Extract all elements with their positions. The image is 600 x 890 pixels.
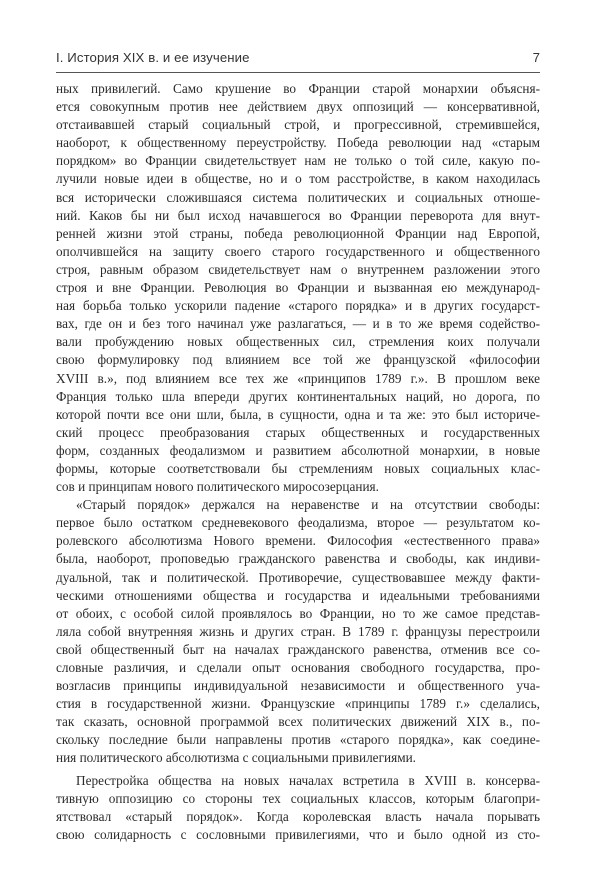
text-line: ний. Каков бы ни был исход начавшегося во Франции переворота для внут- bbox=[56, 207, 540, 223]
text-line: XVIII в.», под влиянием все тех же «принципов 1789 г.». В прошлом веке bbox=[56, 370, 540, 386]
text-line: ский процесс преобразования старых общественных и государственных bbox=[56, 424, 540, 440]
text-line: ния политического абсолютизма с социальными привилегиями. bbox=[56, 750, 416, 766]
text-line: вах, где он и без того начинал уже разлагаться, — и в то же время содейство- bbox=[56, 316, 540, 332]
text-line: была, наоборот, проповедью гражданского равенства и свободы, как индиви- bbox=[56, 551, 540, 567]
text-line: вся исторически сложившаяся система политических и социальных отноше- bbox=[56, 189, 540, 205]
text-line: сов и принципам нового политического миросозерцания. bbox=[56, 479, 379, 495]
text-line: форм, созданных феодализмом и развитием абсолютной монархии, в новые bbox=[56, 442, 540, 458]
text-line: которой почти все они шли, была, в сущности, одна и та же: это был историче- bbox=[56, 406, 540, 422]
text-line: словные различия, и сделали опыт основания свободного государства, про- bbox=[56, 660, 540, 675]
text-line: скольку последние были направлены против «старого порядка», как соедине- bbox=[56, 732, 540, 748]
header-rule bbox=[56, 72, 540, 73]
text-line: стия в государственной жизни. Французские «принципы 1789 г.» сделались, bbox=[56, 696, 540, 712]
paragraph-3 bbox=[56, 772, 540, 844]
text-line: ных привилегий. Само крушение во Франции старой монархии объясня- bbox=[56, 81, 540, 96]
text-line: возгласив принципы индивидуальной независимости и общественного уча- bbox=[56, 678, 540, 694]
text-line: отстаивавшей старый социальный строй, и прогрессивной, стремившейся, bbox=[56, 117, 540, 133]
paragraph-1 bbox=[56, 80, 540, 496]
text-line: ческими отношениями общества и государства и идеальными требованиями bbox=[56, 587, 540, 603]
text-line: ополчившейся на защиту своего старого государственного и общественного bbox=[56, 243, 540, 259]
page-number: 7 bbox=[532, 50, 540, 65]
text-line: наоборот, к общественному переустройству. Победа революции над «старым bbox=[56, 135, 540, 151]
body-text bbox=[56, 80, 540, 844]
text-line: «Старый порядок» держался на неравенстве и на отсутствии свободы: bbox=[76, 497, 540, 513]
text-line: первое было остатком средневекового феодализма, второе — результатом ко- bbox=[56, 515, 540, 531]
text-line: ренней жизни этой страны, победа революционной Франции над Европой, bbox=[56, 225, 540, 241]
text-line: свой общественный быт на началах гражданского равенства, отменив все со- bbox=[56, 641, 540, 657]
text-line: формы, которые соответствовали бы стремлениям новых социальных клас- bbox=[56, 460, 540, 476]
text-line: порядком» во Франции свидетельствует нам не только о той силе, какую по- bbox=[56, 153, 540, 169]
text-line: ролевского абсолютизма Нового времени. Философия «естественного права» bbox=[56, 533, 540, 549]
text-line: Перестройка общества на новых началах встретила в XVIII в. консерва- bbox=[76, 772, 540, 788]
running-title: I. История XIX в. и ее изучение bbox=[56, 50, 250, 65]
text-line: строя и вне Франции. Революция во Франции и вызванная ею международ- bbox=[56, 280, 540, 296]
text-line: Франция только шла впереди других континентальных наций, но дорога, по bbox=[56, 388, 540, 404]
text-line: лучили новые идеи в обществе, но и о том расстройстве, в каком находилась bbox=[56, 171, 540, 187]
text-line: свою формулировку под влиянием все той же французской «философии bbox=[56, 352, 540, 368]
running-head bbox=[56, 50, 540, 70]
text-line: так сказать, основной программой всех политических движений XIX в., по- bbox=[56, 714, 540, 730]
text-line: свою солидарность с сословными привилегиями, что и было одной из сто- bbox=[56, 826, 540, 842]
text-line: строя, равным образом свидетельствует нам о внутреннем разложении этого bbox=[56, 261, 540, 277]
text-line: дуальной, так и политической. Противоречие, существовавшее между факти- bbox=[56, 569, 540, 585]
paragraph-2 bbox=[56, 496, 540, 767]
text-line: ятствовал «старый порядок». Когда королевская власть начала порывать bbox=[56, 808, 540, 824]
text-line: ляла собой внутренняя жизнь и других стран. В 1789 г. французы перестроили bbox=[56, 623, 540, 639]
text-line: ется совокупным против нее действием двух оппозиций — консервативной, bbox=[56, 99, 540, 115]
text-line: вали пробуждению новых общественных сил, стремления коих получали bbox=[56, 334, 540, 350]
text-line: ная борьба только ускорили падение «старого порядка» и в других государст- bbox=[56, 298, 540, 314]
text-line: тивную оппозицию со стороны тех социальных классов, которым благопри- bbox=[56, 790, 540, 806]
text-line: от обоих, с особой силой проявлялось во Франции, но то же самое представ- bbox=[56, 605, 540, 621]
